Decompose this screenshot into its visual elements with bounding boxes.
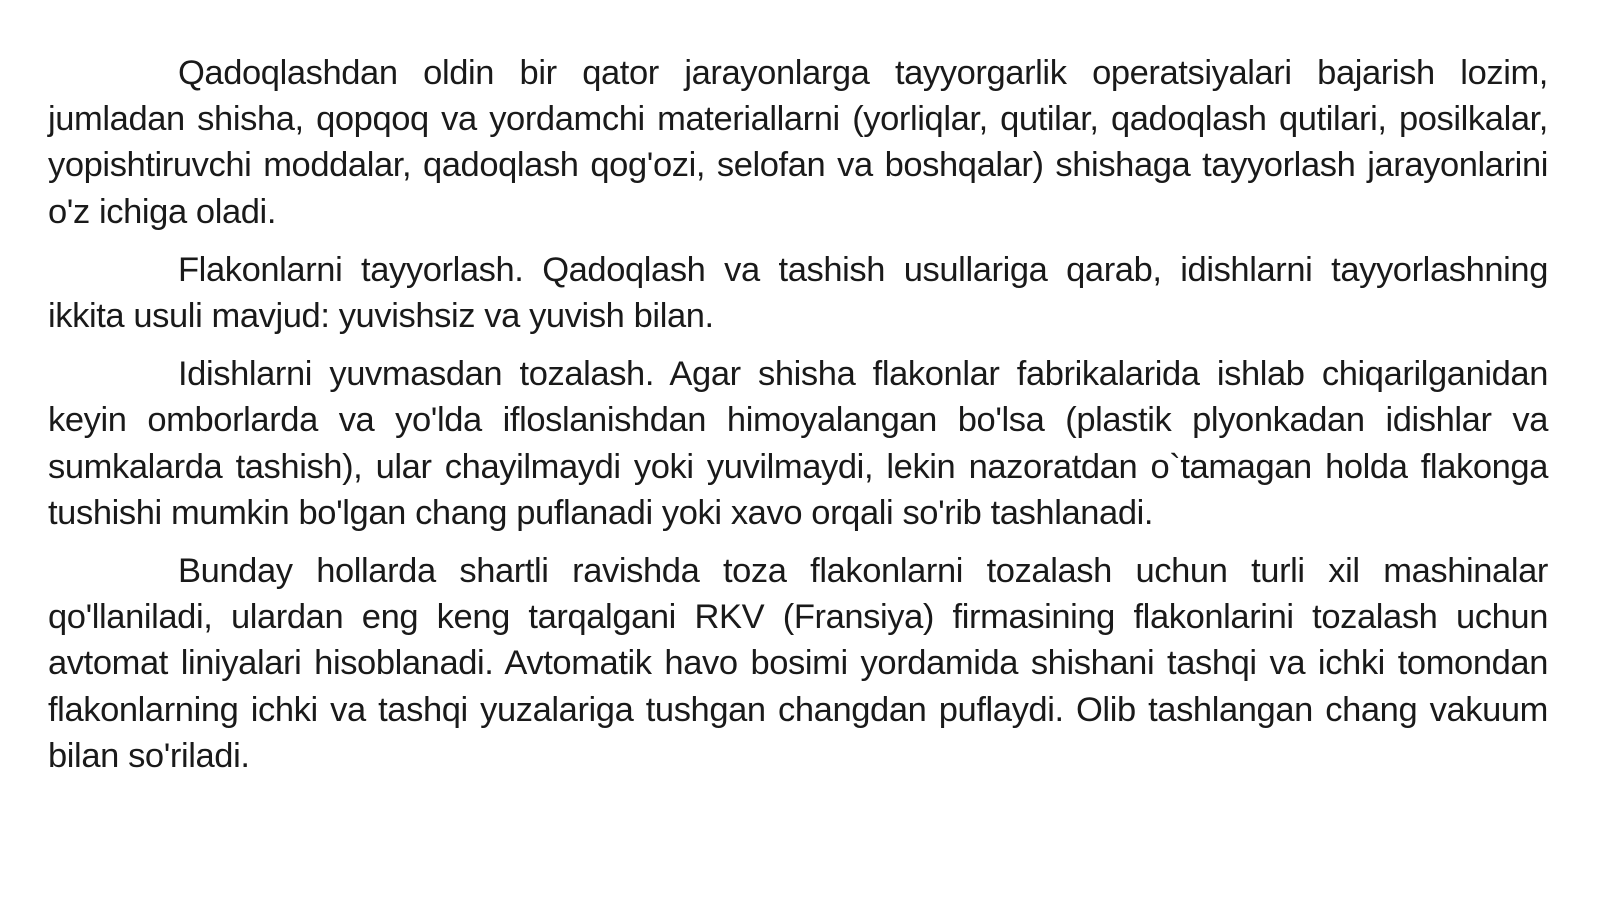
- paragraph-bottle-preparation: Flakonlarni tayyorlash. Qadoqlash va tashish usullariga qarab, idishlarni tayyorlashning ikkita usuli mavjud: yuvishsiz va yuvish bilan.: [48, 250, 1548, 336]
- paragraph-cleaning-without-washing: Idishlarni yuvmasdan tozalash. Agar shisha flakonlar fabrikalarida ishlab chiqarilganidan keyin omborlarda va yo'lda ifloslanishdan himoyalangan bo'lsa (plastik plyonkadan idishlar va sumkalarda tashish), ular chayilmaydi yoki yuvilmaydi, lekin nazoratdan o`tamagan holda flakonga tushishi mumkin bo'lgan chang puflanadi yoki xavo orqali so'rib tashlanadi.: [48, 355, 1548, 532]
- paragraph-cleaning-machines: Bunday hollarda shartli ravishda toza flakonlarni tozalash uchun turli xil mashinalar qo'llaniladi, ulardan eng keng tarqalgani RKV (Fransiya) firmasining flakonlarini tozalash uchun avtomat liniyalari hisoblanadi. Avtomatik havo bosimi yordamida shishani tashqi va ichki tomondan flakonlarning ichki va tashqi yuzalariga tushgan changdan puflaydi. Olib tashlangan chang vakuum bilan so'riladi.: [48, 552, 1548, 775]
- paragraph-packaging-preparation: Qadoqlashdan oldin bir qator jarayonlarga tayyorgarlik operatsiyalari bajarish lozim, jumladan shisha, qopqoq va yordamchi materiallarni (yorliqlar, qutilar, qadoqlash qutilari, posilkalar, yopishtiruvchi moddalar, qadoqlash qog'ozi, selofan va boshqalar) shishaga tayyorlash jarayonlarini o'z ichiga oladi.: [48, 54, 1548, 231]
